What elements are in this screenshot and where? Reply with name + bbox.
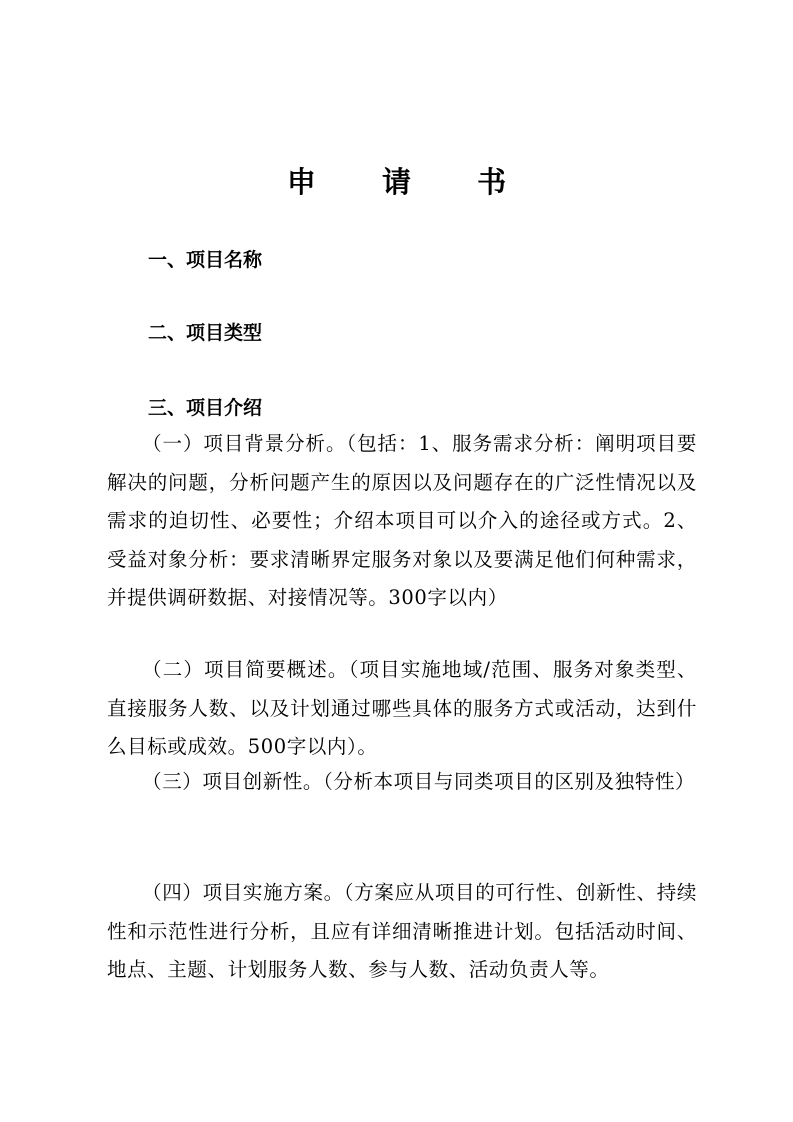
heading-project-type: 二、项目类型 (148, 322, 263, 344)
paragraph-innovation: （三）项目创新性。（分析本项目与同类项目的区别及独特性） (142, 770, 696, 793)
heading-project-intro: 三、项目介绍 (148, 397, 263, 419)
paragraph-implementation-plan: （四）项目实施方案。（方案应从项目的可行性、创新性、持续性和示范性进行分析，且应有详细清晰推进计划。包括活动时间、地点、主题、计划服务人数、参与人数、活动负责人等。 (107, 881, 697, 981)
paragraph-background-analysis: （一）项目背景分析。（包括：1、服务需求分析：阐明项目要解决的问题，分析问题产生的原因以及问题存在的广泛性情况以及需求的迫切性、必要性；介绍本项目可以介入的途径或方式。2、受益对象分析：要求清晰界定服务对象以及要满足他们何种需求，并提供调研数据、对接情况等。300字以内） (107, 432, 697, 609)
heading-project-name: 一、项目名称 (148, 249, 263, 271)
document-title: 申 请 书 (286, 165, 535, 199)
paragraph-project-overview: （二）项目简要概述。（项目实施地域/范围、服务对象类型、直接服务人数、以及计划通过哪些具体的服务方式或活动，达到什么目标或成效。500字以内）。 (107, 658, 697, 758)
